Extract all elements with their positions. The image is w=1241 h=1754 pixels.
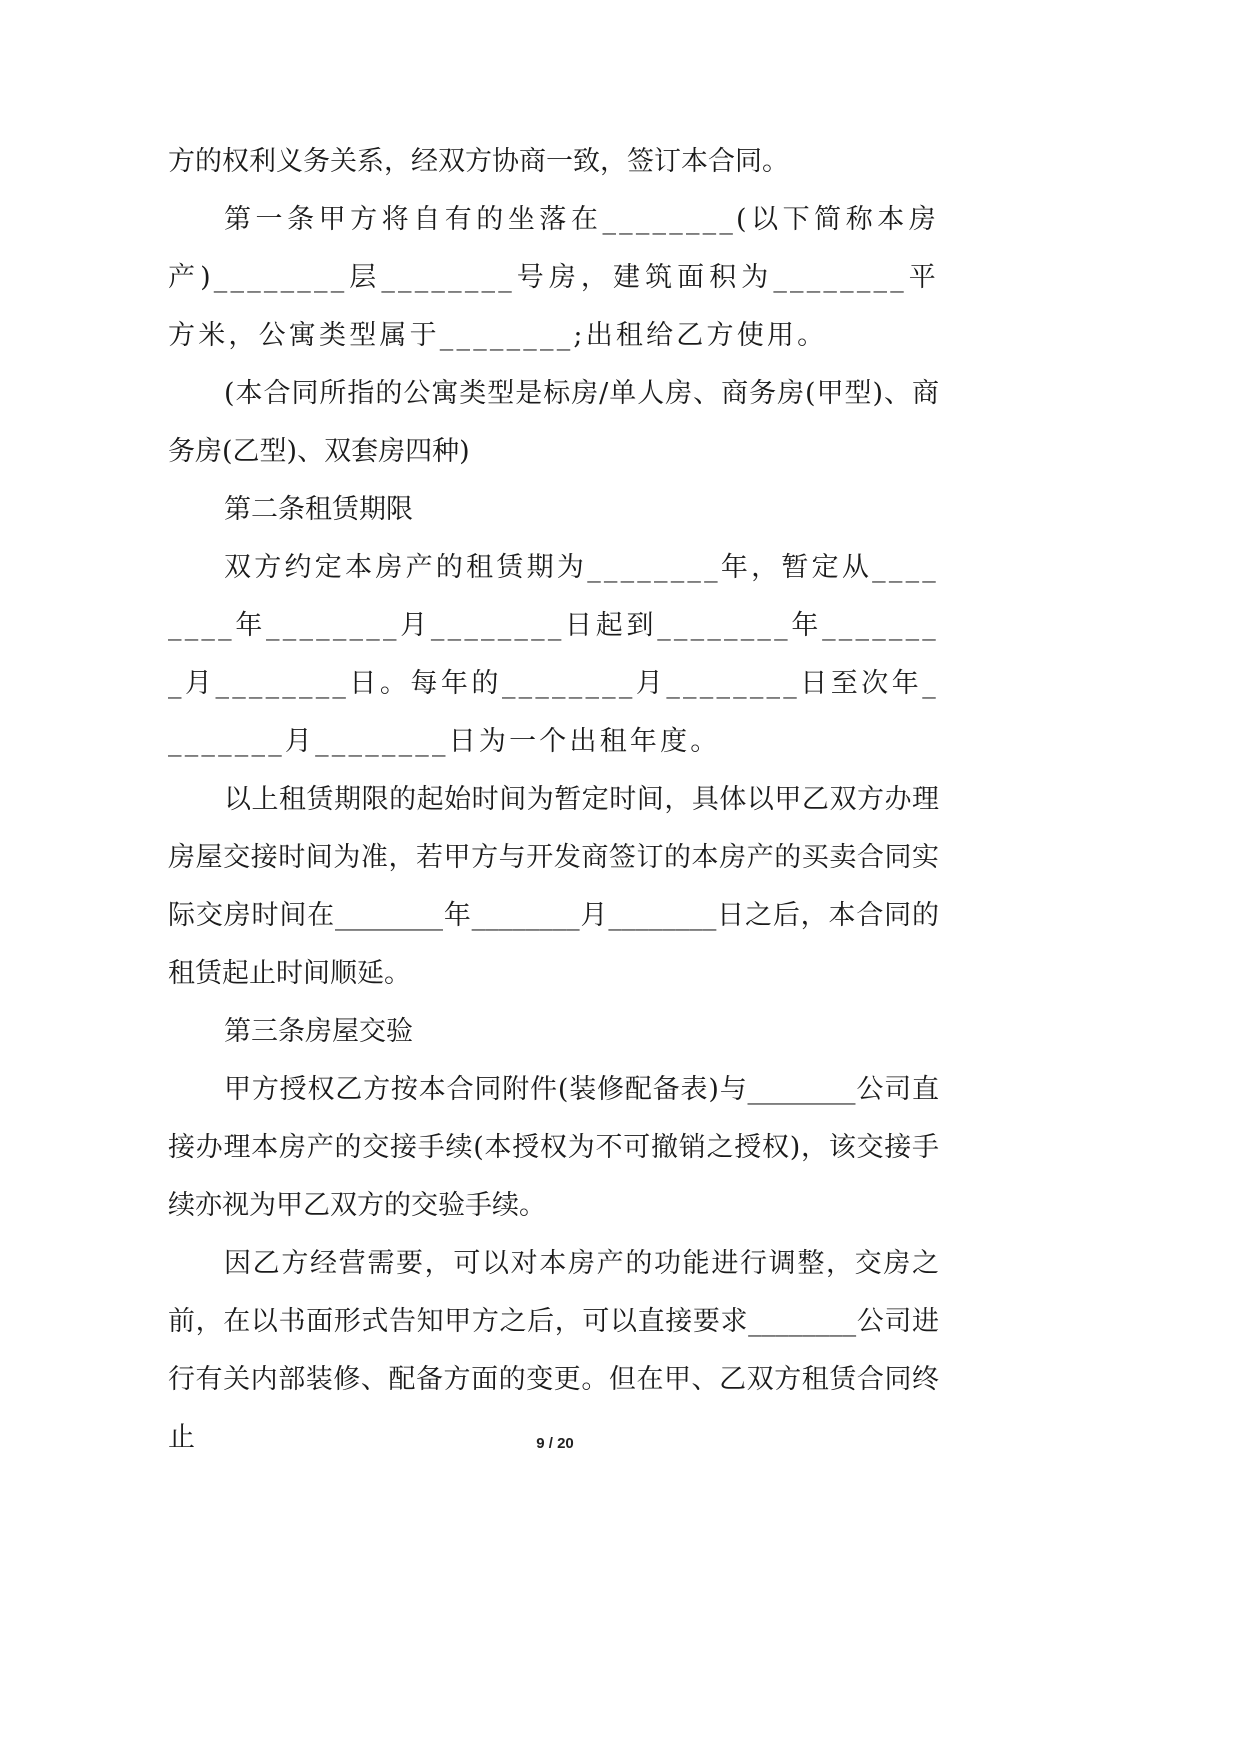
heading-article-3: 第三条房屋交验 — [224, 1016, 413, 1047]
paragraph-function-adjustment: 因乙方经营需要，可以对本房产的功能进行调整，交房之前，在以书面形式告知甲方之后，可以直接要求________公司进行有关内部装修、配备方面的变更。但在甲、乙双方租赁合同终止 — [168, 1248, 939, 1453]
paragraph-article-1: 第一条甲方将自有的坐落在________(以下简称本房产)________层________号房，建筑面积为________平方米，公寓类型属于________;出租给乙方使用。 — [168, 204, 939, 351]
paragraph-handover-authorization: 甲方授权乙方按本合同附件(装修配备表)与________公司直接办理本房产的交接手续(本授权为不可撤销之授权)，该交接手续亦视为甲乙双方的交验手续。 — [168, 1074, 939, 1221]
paragraph-continuation: 方的权利义务关系，经双方协商一致，签订本合同。 — [168, 146, 789, 177]
paragraph-lease-start-note: 以上租赁期限的起始时间为暂定时间，具体以甲乙双方办理房屋交接时间为准，若甲方与开发商签订的本房产的买卖合同实际交房时间在________年________月________日之后，本合同的租赁起止时间顺延。 — [168, 784, 939, 989]
document-body — [168, 133, 939, 1467]
page-number: 9 / 20 — [536, 1435, 574, 1452]
paragraph-lease-term: 双方约定本房产的租赁期为________年，暂定从________年________月________日起到________年________月________日。每年的________月________日至次年________月________日为一个出租年度。 — [168, 552, 939, 757]
paragraph-apartment-types-note: (本合同所指的公寓类型是标房/单人房、商务房(甲型)、商务房(乙型)、双套房四种) — [168, 378, 939, 467]
heading-article-2: 第二条租赁期限 — [224, 494, 413, 525]
